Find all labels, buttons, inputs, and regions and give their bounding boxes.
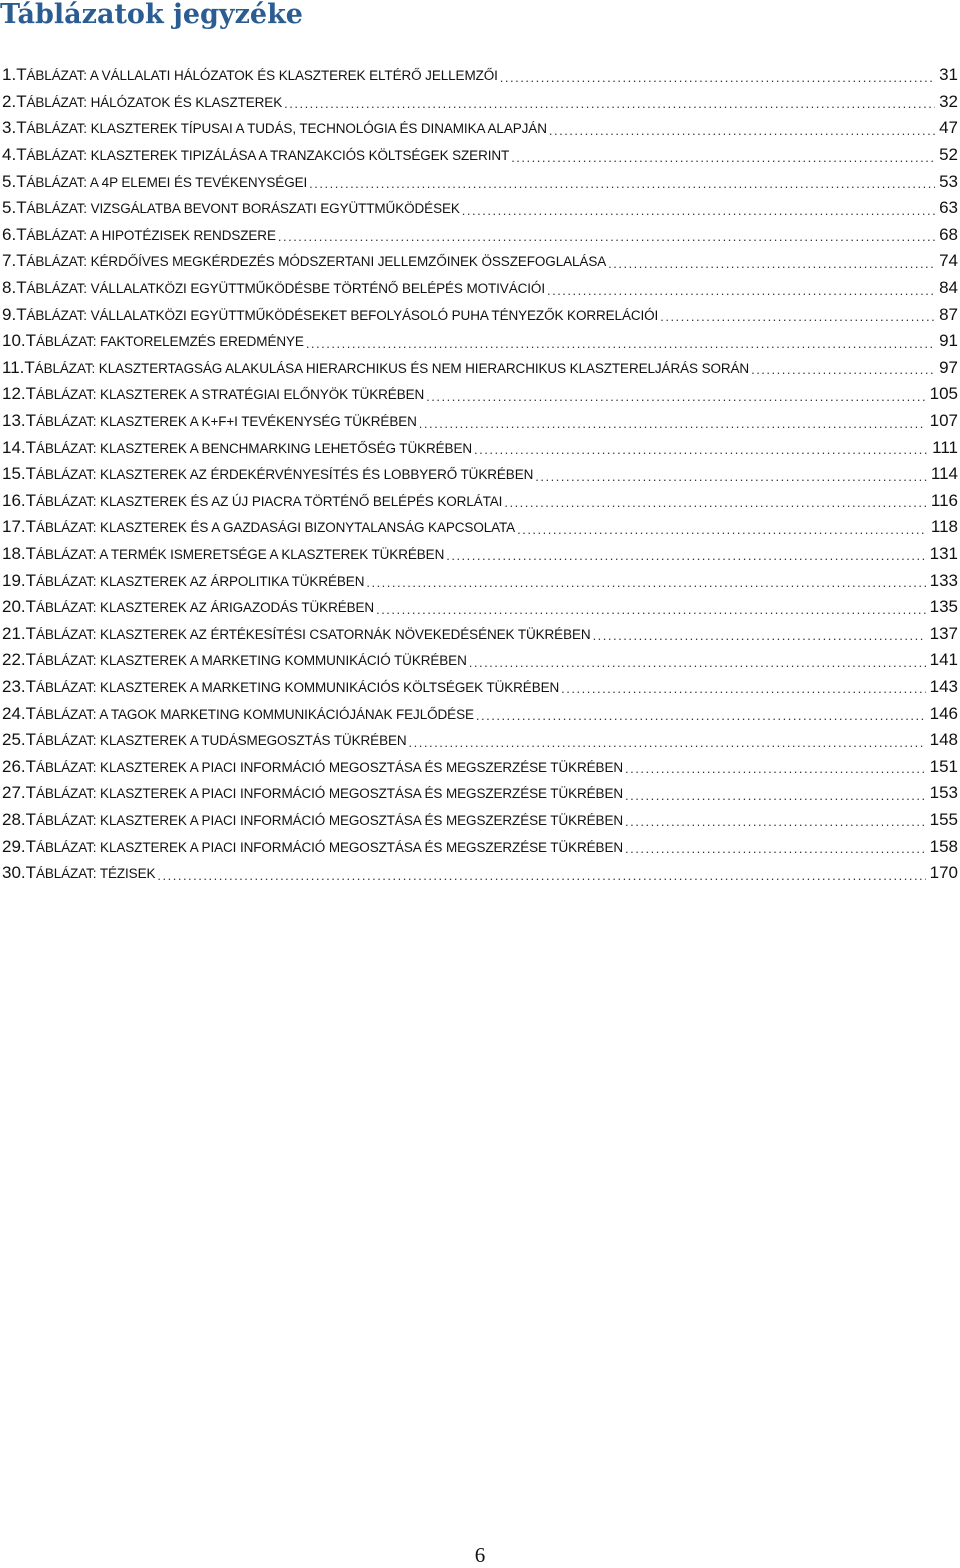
toc-entry-number: 16. [2,490,26,510]
toc-entry-page-number: 155 [929,809,958,829]
toc-entry-title [26,384,425,404]
toc-entry-link[interactable] [0,833,960,860]
toc-entry-number: 18. [2,543,26,563]
toc-dot-leader [284,96,935,111]
toc-dot-leader [517,522,927,537]
toc-dot-leader [608,256,935,271]
toc-entry-number: 24. [2,703,26,723]
toc-entry-number: 23. [2,676,26,696]
toc-dot-leader [500,70,935,85]
toc-entry-title-initial: T [16,251,27,271]
toc-entry-title-initial: T [25,730,36,750]
toc-dot-leader [157,868,925,883]
toc-entry-link[interactable] [0,89,960,116]
toc-dot-leader [625,761,926,776]
toc-entry-number: 7. [2,251,17,271]
toc-entry-number: 2. [2,91,17,111]
toc-entry-title [26,837,623,857]
toc-entry-title-text: ÁBLÁZAT: VIZSGÁLATBA BEVONT BORÁSZATI EGYÜTTMŰKÖDÉSEK [26,201,460,217]
toc-entry-link[interactable] [0,807,960,834]
toc-entry-link[interactable] [0,275,960,302]
toc-entry-title [24,358,749,378]
toc-entry-page-number: 107 [929,411,958,431]
toc-entry-link[interactable] [0,381,960,408]
toc-entry-title-text: ÁBLÁZAT: KLASZTEREK TÍPUSAI A TUDÁS, TECHNOLÓGIA ÉS DINAMIKA ALAPJÁN [26,121,547,137]
toc-entry-title-initial: T [25,783,36,803]
toc-entry-page-number: 52 [939,145,958,165]
toc-entry-title [16,145,509,165]
toc-entry-link[interactable] [0,461,960,488]
toc-entry-title-initial: T [25,597,36,617]
toc-entry-link[interactable] [0,301,960,328]
toc-dot-leader [462,203,935,218]
toc-entry-number: 22. [2,650,26,670]
toc-entry-title-initial: T [16,171,27,191]
toc-dot-leader [625,814,926,829]
toc-dot-leader [309,176,935,191]
toc-entry-title-initial: T [25,676,36,696]
toc-entry-page-number: 135 [929,597,958,617]
toc-entry-title [26,810,623,830]
toc-entry-page-number: 32 [939,91,958,111]
toc-entry-page-number: 74 [939,251,958,271]
toc-entry-title-text: ÁBLÁZAT: KLASZTEREK ÉS AZ ÚJ PIACRA TÖRTÉNŐ BELÉPÉS KORLÁTAI [35,493,503,509]
toc-entry-number: 19. [2,570,26,590]
toc-entry-title-text: ÁBLÁZAT: KLASZTEREK A PIACI INFORMÁCIÓ MEGOSZTÁSA ÉS MEGSZERZÉSE TÜKRÉBEN [35,839,624,855]
toc-entry-page-number: 141 [929,650,958,670]
toc-entry-title-initial: T [25,437,36,457]
toc-dot-leader [625,788,926,803]
toc-entry-title-text: ÁBLÁZAT: KLASZTEREK A PIACI INFORMÁCIÓ MEGOSZTÁSA ÉS MEGSZERZÉSE TÜKRÉBEN [35,812,624,828]
toc-dot-leader [511,150,935,165]
toc-entry-title-text: ÁBLÁZAT: A 4P ELEMEI ÉS TEVÉKENYSÉGEI [26,174,308,190]
toc-entry-number: 30. [2,863,26,883]
toc-entry-page-number: 131 [929,543,958,563]
toc-entry-title-text: ÁBLÁZAT: KLASZTEREK A MARKETING KOMMUNIKÁCIÓ TÜKRÉBEN [35,653,467,669]
page-title: Táblázatok jegyzéke [0,0,303,30]
toc-entry-title-initial: T [24,357,35,377]
toc-entry-number: 28. [2,809,26,829]
toc-entry-title [16,225,276,245]
toc-entry-link[interactable] [0,195,960,222]
toc-entry-page-number: 97 [939,357,958,377]
toc-entry-number: 17. [2,517,26,537]
toc-entry-title-initial: T [16,118,27,138]
toc-entry-title [16,172,307,192]
toc-entry-title-initial: T [16,91,27,111]
toc-entry-title-initial: T [16,278,27,298]
toc-dot-leader [278,229,935,244]
toc-entry-number: 8. [2,278,17,298]
toc-entry-title [16,198,460,218]
toc-entry-title [26,491,503,511]
toc-entry-title [26,411,417,431]
toc-entry-title-initial: T [25,411,36,431]
toc-entry-page-number: 63 [939,198,958,218]
toc-entry-title-initial: T [16,198,27,218]
toc-dot-leader [426,389,925,404]
toc-dot-leader [504,495,927,510]
toc-entry-page-number: 111 [932,437,958,457]
toc-entry-title [16,305,658,325]
toc-entry-number: 25. [2,730,26,750]
toc-dot-leader [376,602,926,617]
toc-entry-title-text: ÁBLÁZAT: KLASZTEREK AZ ÉRDEKÉRVÉNYESÍTÉS ÉS LOBBYERŐ TÜKRÉBEN [35,467,534,483]
toc-entry-number: 29. [2,836,26,856]
toc-entry-title-initial: T [16,224,27,244]
toc-entry-title [16,251,606,271]
toc-entry-number: 6. [2,224,17,244]
toc-dot-leader [561,681,925,696]
toc-entry-page-number: 143 [929,676,958,696]
toc-entry-page-number: 170 [929,863,958,883]
toc-entry-title-initial: T [25,623,36,643]
toc-entry-link[interactable] [0,567,960,594]
toc-entry-page-number: 47 [939,118,958,138]
toc-entry-title-text: ÁBLÁZAT: A TAGOK MARKETING KOMMUNIKÁCIÓJÁNAK FEJLŐDÉSE [35,706,474,722]
toc-entry-title [26,704,474,724]
toc-entry-title-text: ÁBLÁZAT: KÉRDŐÍVES MEGKÉRDEZÉS MÓDSZERTANI JELLEMZŐINEK ÖSSZEFOGLALÁSA [26,254,607,270]
toc-entry-title-text: ÁBLÁZAT: KLASZTERTAGSÁG ALAKULÁSA HIERARCHIKUS ÉS NEM HIERARCHIKUS KLASZTERELJÁRÁS SORÁN [34,360,750,376]
toc-dot-leader [306,336,935,351]
toc-entry-title [26,331,304,351]
toc-dot-leader [474,442,928,457]
toc-entry-title-text: ÁBLÁZAT: KLASZTEREK A PIACI INFORMÁCIÓ MEGOSZTÁSA ÉS MEGSZERZÉSE TÜKRÉBEN [35,759,624,775]
toc-entry-number: 11. [2,357,25,377]
toc-entry-number: 20. [2,597,26,617]
toc-entry-link[interactable] [0,594,960,621]
toc-entry-title-text: ÁBLÁZAT: VÁLLALATKÖZI EGYÜTTMŰKÖDÉSBE TÖRTÉNŐ BELÉPÉS MOTIVÁCIÓI [26,281,545,297]
toc-dot-leader [419,416,926,431]
toc-entry-page-number: 87 [939,304,958,324]
toc-entry-number: 5. [2,198,17,218]
toc-entry-title [26,863,156,883]
table-of-tables-list [0,62,960,886]
toc-dot-leader [625,841,926,856]
toc-entry-title [26,757,623,777]
toc-dot-leader [751,362,935,377]
toc-entry-title-text: ÁBLÁZAT: KLASZTEREK A PIACI INFORMÁCIÓ MEGOSZTÁSA ÉS MEGSZERZÉSE TÜKRÉBEN [35,786,624,802]
toc-entry-page-number: 53 [939,171,958,191]
toc-dot-leader [593,628,926,643]
toc-entry-title [16,92,282,112]
toc-entry-title-text: ÁBLÁZAT: KLASZTEREK AZ ÉRTÉKESÍTÉSI CSATORNÁK NÖVEKEDÉSÉNEK TÜKRÉBEN [35,626,591,642]
toc-entry-title-text: ÁBLÁZAT: KLASZTEREK A K+F+I TEVÉKENYSÉG TÜKRÉBEN [35,414,417,430]
toc-entry-title-initial: T [25,570,36,590]
toc-entry-number: 3. [2,118,17,138]
toc-entry-title-initial: T [25,756,36,776]
toc-entry-page-number: 68 [939,224,958,244]
toc-entry-number: 5. [2,171,17,191]
toc-dot-leader [535,469,927,484]
toc-entry-page-number: 153 [929,783,958,803]
toc-dot-leader [469,655,926,670]
toc-entry-link[interactable] [0,700,960,727]
toc-entry-title [26,624,591,644]
toc-entry-page-number: 116 [930,490,958,510]
toc-entry-title-text: ÁBLÁZAT: KLASZTEREK A STRATÉGIAI ELŐNYÖK TÜKRÉBEN [35,387,425,403]
toc-entry-title [16,278,545,298]
toc-entry-title-initial: T [25,331,36,351]
toc-entry-link[interactable] [0,753,960,780]
toc-entry-title-text: ÁBLÁZAT: HÁLÓZATOK ÉS KLASZTEREK [26,94,283,110]
toc-entry-title-initial: T [25,464,36,484]
toc-entry-link[interactable] [0,168,960,195]
toc-entry-link[interactable] [0,488,960,515]
toc-entry-link[interactable] [0,727,960,754]
toc-entry-number: 1. [2,65,17,85]
toc-entry-title-initial: T [16,65,27,85]
toc-entry-title-initial: T [16,304,27,324]
toc-entry-title [16,118,547,138]
toc-entry-link[interactable] [0,780,960,807]
toc-entry-number: 14. [2,437,26,457]
toc-entry-link[interactable] [0,434,960,461]
toc-entry-link[interactable] [0,248,960,275]
toc-dot-leader [366,575,925,590]
toc-dot-leader [446,548,925,563]
toc-entry-page-number: 148 [929,730,958,750]
toc-entry-page-number: 84 [939,278,958,298]
toc-entry-page-number: 105 [929,384,958,404]
toc-entry-title-text: ÁBLÁZAT: A TERMÉK ISMERETSÉGE A KLASZTEREK TÜKRÉBEN [35,546,445,562]
toc-entry-title-text: ÁBLÁZAT: KLASZTEREK A MARKETING KOMMUNIKÁCIÓS KÖLTSÉGEK TÜKRÉBEN [35,679,560,695]
toc-dot-leader [476,708,926,723]
toc-entry-title-initial: T [25,543,36,563]
toc-entry-title [26,783,623,803]
toc-entry-title-text: ÁBLÁZAT: VÁLLALATKÖZI EGYÜTTMŰKÖDÉSEKET BEFOLYÁSOLÓ PUHA TÉNYEZŐK KORRELÁCIÓI [26,307,659,323]
toc-entry-link[interactable] [0,408,960,435]
toc-entry-title-text: ÁBLÁZAT: KLASZTEREK AZ ÁRPOLITIKA TÜKRÉBEN [35,573,365,589]
toc-entry-title-initial: T [16,145,27,165]
toc-entry-title [16,65,498,85]
toc-entry-title-text: ÁBLÁZAT: KLASZTEREK TIPIZÁLÁSA A TRANZAKCIÓS KÖLTSÉGEK SZERINT [26,148,510,164]
toc-entry-title-initial: T [25,650,36,670]
toc-entry-title-text: ÁBLÁZAT: KLASZTEREK AZ ÁRIGAZODÁS TÜKRÉBEN [35,600,375,616]
toc-entry-number: 21. [2,623,26,643]
toc-entry-title-initial: T [25,836,36,856]
toc-entry-link[interactable] [0,860,960,887]
toc-entry-link[interactable] [0,514,960,541]
toc-entry-page-number: 114 [930,464,958,484]
toc-entry-title-initial: T [25,809,36,829]
toc-entry-title-text: ÁBLÁZAT: KLASZTEREK A TUDÁSMEGOSZTÁS TÜKRÉBEN [35,733,407,749]
page-number: 6 [474,1543,486,1567]
toc-entry-link[interactable] [0,142,960,169]
toc-entry-title-initial: T [25,490,36,510]
toc-entry-link[interactable] [0,62,960,89]
toc-entry-title [26,597,374,617]
toc-entry-title-initial: T [25,384,36,404]
toc-entry-title [26,438,472,458]
toc-entry-title-initial: T [25,863,36,883]
toc-entry-link[interactable] [0,674,960,701]
toc-entry-link[interactable] [0,620,960,647]
toc-entry-number: 9. [2,304,17,324]
toc-entry-page-number: 158 [929,836,958,856]
toc-entry-link[interactable] [0,115,960,142]
toc-entry-page-number: 118 [930,517,958,537]
toc-entry-title [26,677,560,697]
toc-entry-title-text: ÁBLÁZAT: A VÁLLALATI HÁLÓZATOK ÉS KLASZTEREK ELTÉRŐ JELLEMZŐI [26,68,498,84]
toc-entry-page-number: 133 [929,570,958,590]
toc-entry-title [26,517,515,537]
toc-entry-number: 15. [2,464,26,484]
toc-entry-number: 4. [2,145,17,165]
toc-entry-link[interactable] [0,541,960,568]
toc-dot-leader [409,735,926,750]
toc-entry-page-number: 91 [939,331,958,351]
toc-entry-number: 26. [2,756,26,776]
toc-entry-title-text: ÁBLÁZAT: A HIPOTÉZISEK RENDSZERE [26,227,276,243]
toc-entry-title [26,571,365,591]
toc-entry-title-text: ÁBLÁZAT: TÉZISEK [35,866,156,882]
toc-entry-page-number: 31 [939,65,958,85]
toc-entry-title-initial: T [25,703,36,723]
toc-entry-title-text: ÁBLÁZAT: KLASZTEREK ÉS A GAZDASÁGI BIZONYTALANSÁG KAPCSOLATA [35,520,516,536]
toc-entry-number: 12. [2,384,26,404]
toc-entry-link[interactable] [0,328,960,355]
toc-entry-number: 10. [2,331,26,351]
toc-dot-leader [547,283,935,298]
toc-entry-page-number: 146 [929,703,958,723]
toc-entry-link[interactable] [0,222,960,249]
toc-entry-link[interactable] [0,647,960,674]
toc-entry-number: 27. [2,783,26,803]
toc-dot-leader [660,309,935,324]
toc-entry-title-initial: T [25,517,36,537]
toc-entry-title [26,650,467,670]
toc-entry-title [26,730,407,750]
toc-entry-title-text: ÁBLÁZAT: KLASZTEREK A BENCHMARKING LEHETŐSÉG TÜKRÉBEN [35,440,473,456]
toc-entry-title [26,544,445,564]
toc-entry-number: 13. [2,411,26,431]
toc-entry-link[interactable] [0,355,960,382]
toc-entry-page-number: 137 [929,623,958,643]
toc-dot-leader [549,123,935,138]
toc-entry-page-number: 151 [929,756,958,776]
toc-entry-title [26,464,534,484]
toc-entry-title-text: ÁBLÁZAT: FAKTORELEMZÉS EREDMÉNYE [35,334,304,350]
